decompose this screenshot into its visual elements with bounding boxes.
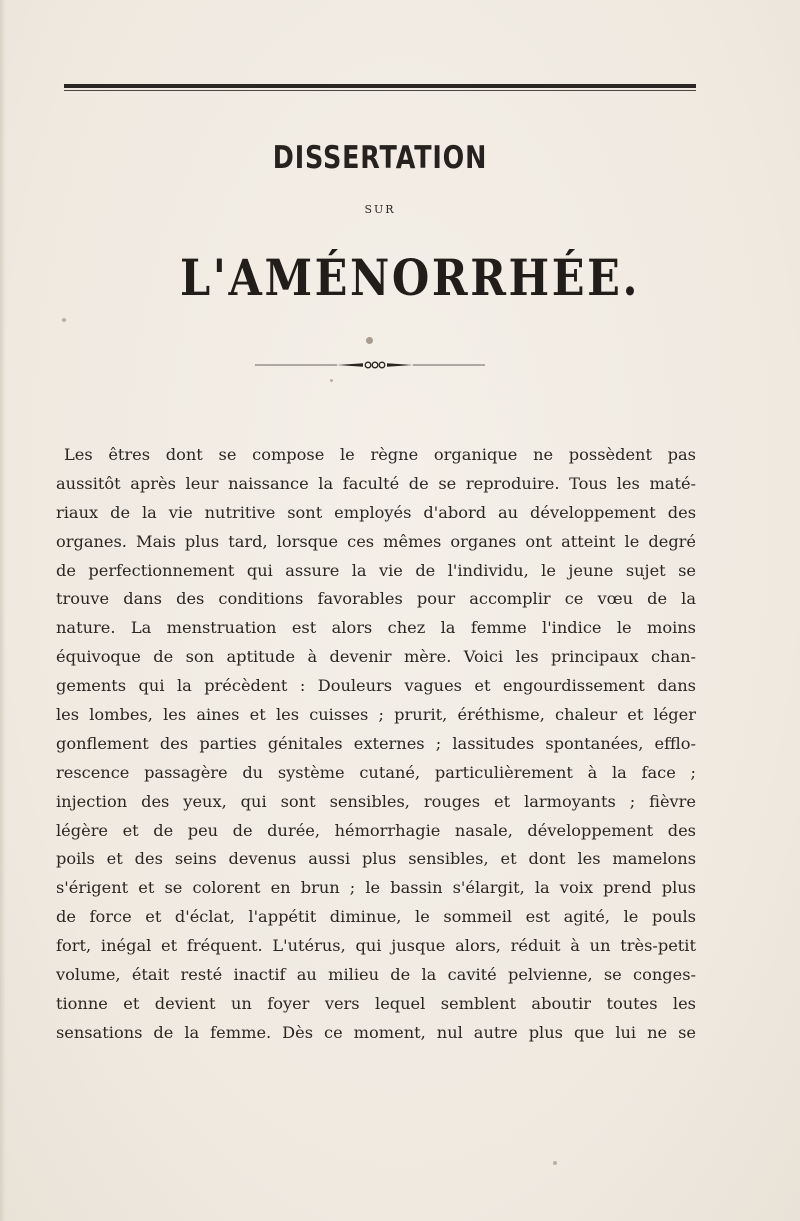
body-paragraph [56, 441, 696, 1048]
text-line: de perfectionnement qui assure la vie de l'individu, le jeune sujet se [56, 560, 696, 580]
text-line: sensations de la femme. Dès ce moment, nul autre plus que lui ne se [56, 1022, 696, 1042]
text-line: poils et des seins devenus aussi plus sensibles, et dont les mamelons [56, 849, 696, 869]
text-line: tionne et devient un foyer vers lequel semblent aboutir toutes les [56, 993, 696, 1013]
paper-speck [366, 337, 373, 344]
text-line: de force et d'éclat, l'appétit diminue, le sommeil est agité, le pouls [56, 907, 696, 927]
text-line: les lombes, les aines et les cuisses ; prurit, éréthisme, chaleur et léger [56, 705, 696, 725]
page-title: DISSERTATION [272, 140, 488, 176]
title-connector: SUR [364, 203, 396, 216]
paper-speck [330, 379, 333, 382]
paper-speck [62, 318, 66, 322]
page-edge-shadow [0, 0, 6, 1221]
text-line: légère et de peu de durée, hémorrhagie nasale, développement des [56, 820, 696, 840]
text-line: injection des yeux, qui sont sensibles, rouges et larmoyants ; fièvre [56, 791, 696, 811]
text-line: riaux de la vie nutritive sont employés d'abord au développement des [56, 502, 696, 522]
text-line: trouve dans des conditions favorables pour accomplir ce vœu de la [56, 589, 696, 609]
page-subject: L'AMÉNORRHÉE. [179, 248, 641, 307]
top-rule-thick [64, 84, 696, 88]
text-line: équivoque de son aptitude à devenir mère. Voici les principaux chan- [56, 647, 696, 667]
text-line: s'érigent et se colorent en brun ; le bassin s'élargit, la voix prend plus [56, 878, 696, 898]
text-line: organes. Mais plus tard, lorsque ces mêmes organes ont atteint le degré [56, 531, 696, 551]
top-double-rule [64, 84, 696, 91]
ornament-divider-icon [255, 359, 485, 371]
text-line: gonflement des parties génitales externes ; lassitudes spontanées, efflo- [56, 733, 696, 753]
paper-speck [553, 1161, 557, 1165]
text-line: fort, inégal et fréquent. L'utérus, qui jusque alors, réduit à un très-petit [56, 936, 696, 956]
text-line: volume, était resté inactif au milieu de la cavité pelvienne, se conges- [56, 965, 696, 985]
text-line: rescence passagère du système cutané, particulièrement à la face ; [56, 762, 696, 782]
text-line: Les êtres dont se compose le règne organique ne possèdent pas [64, 445, 696, 464]
text-line: gements qui la précèdent : Douleurs vagues et engourdissement dans [56, 676, 696, 696]
text-line: aussitôt après leur naissance la faculté de se reproduire. Tous les maté- [56, 473, 696, 493]
text-line: nature. La menstruation est alors chez la femme l'indice le moins [56, 618, 696, 638]
top-rule-thin [64, 90, 696, 91]
